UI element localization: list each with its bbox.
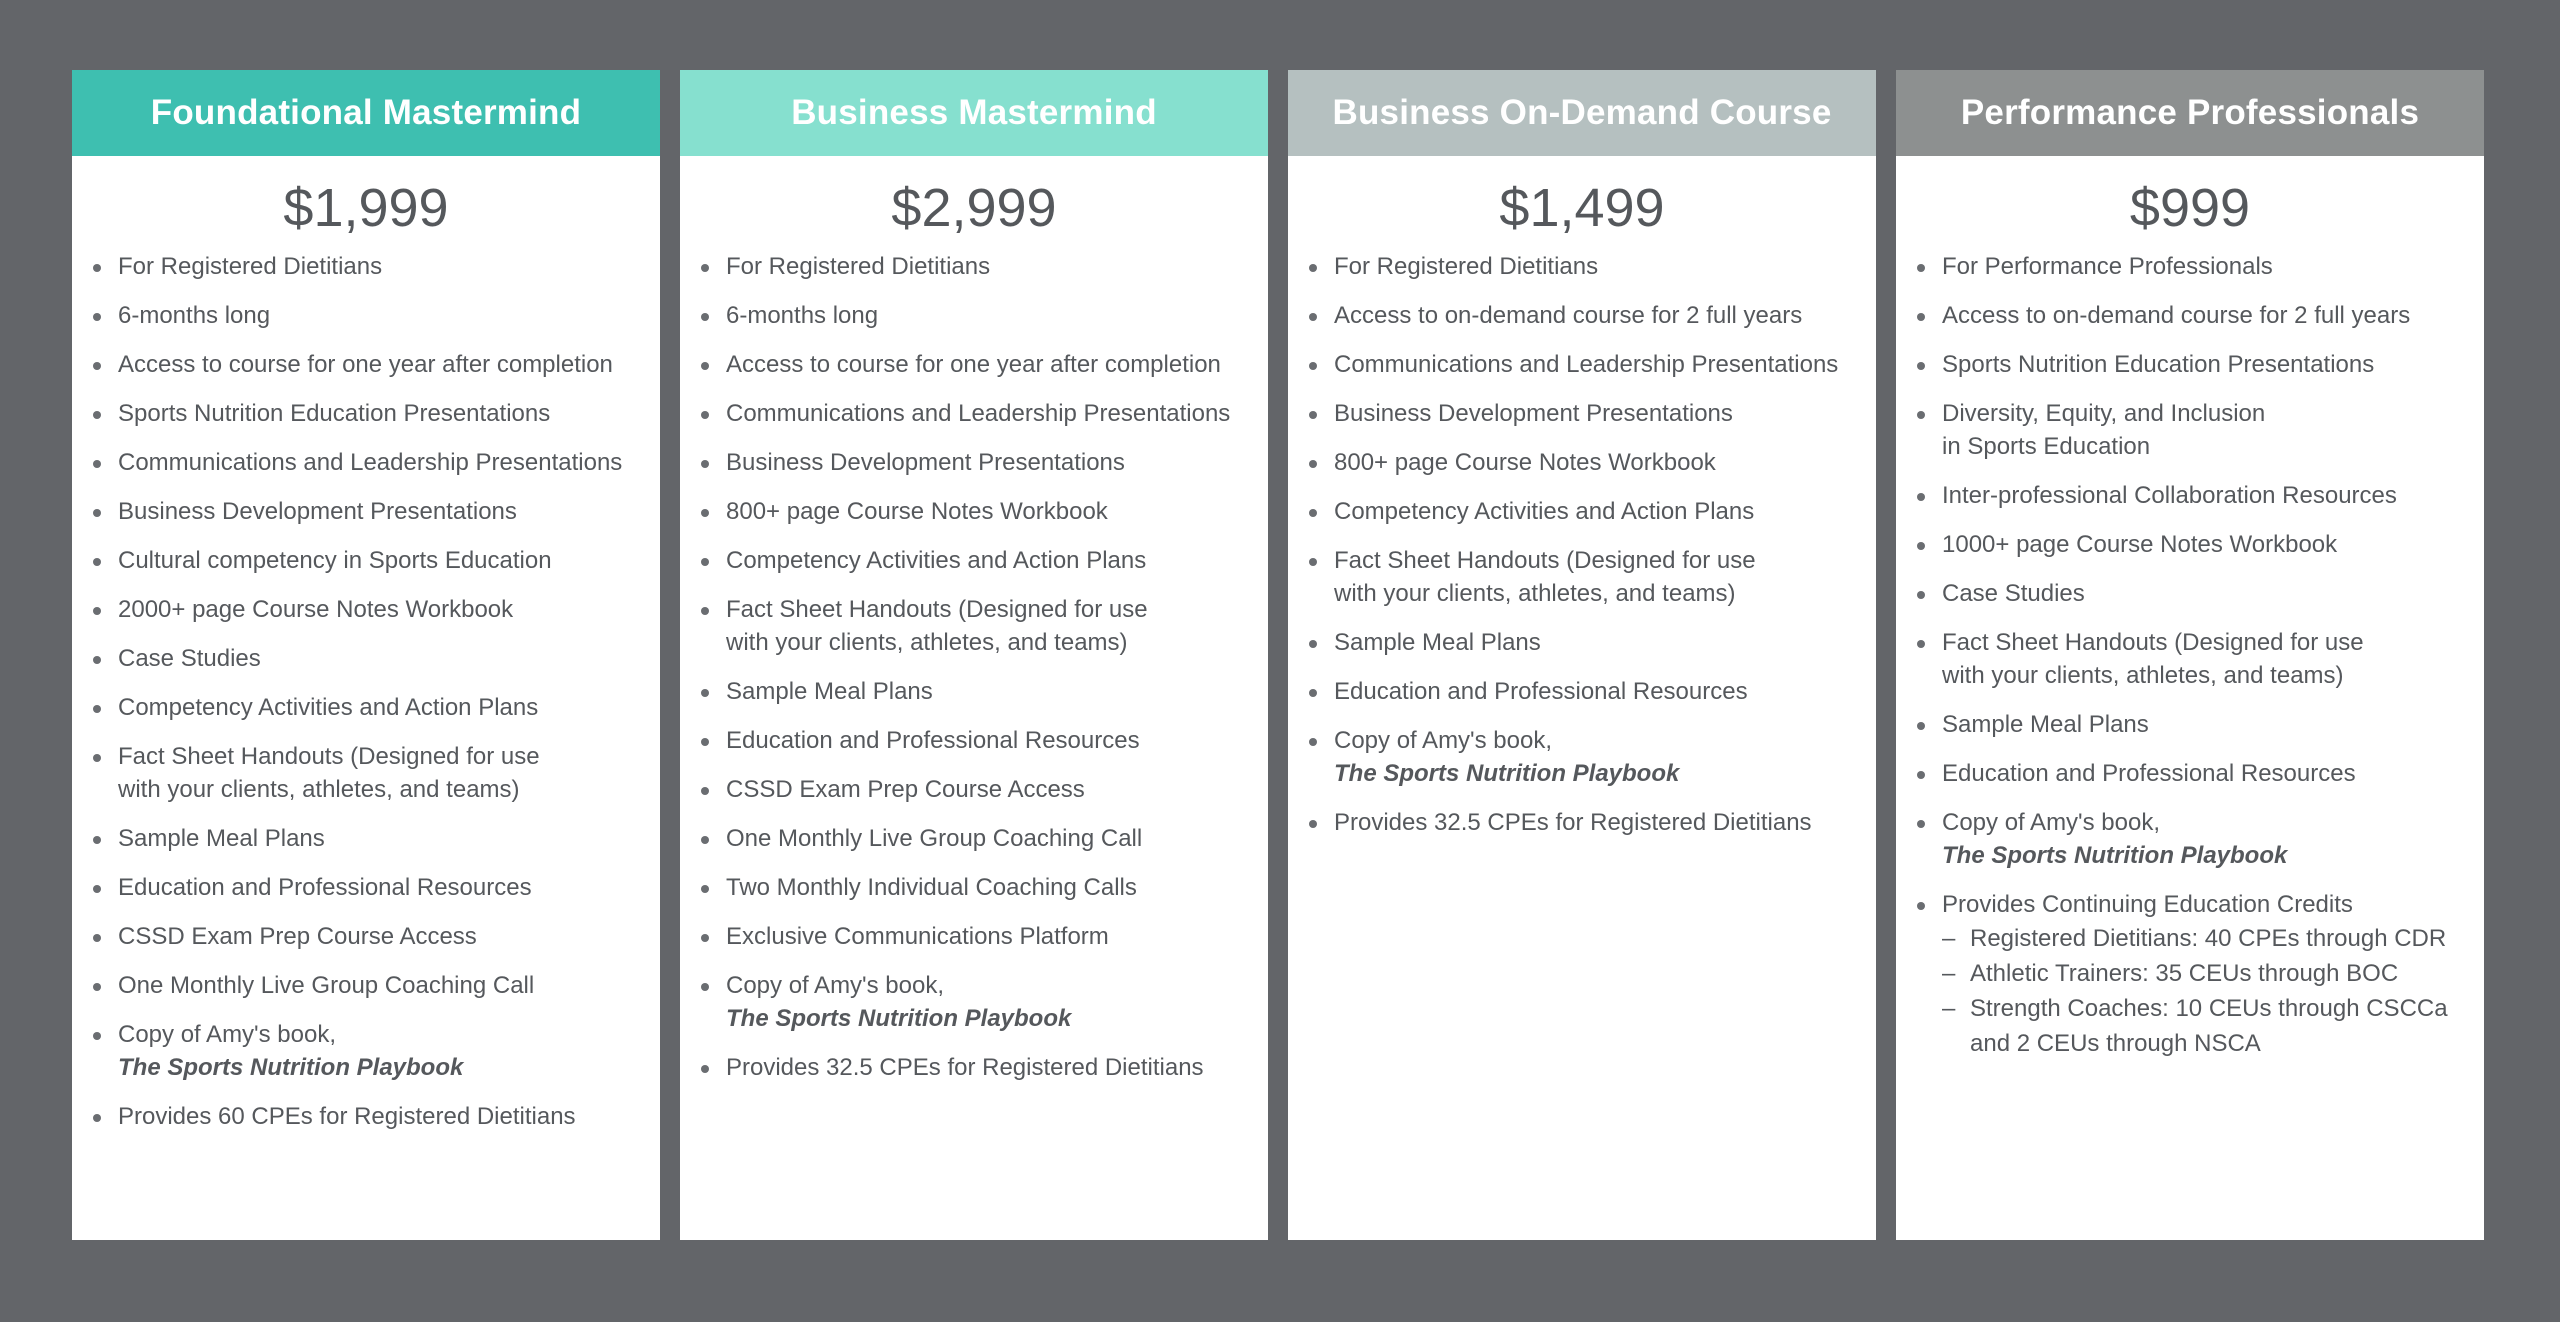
feature-item: Copy of Amy's book, The Sports Nutrition Playbook bbox=[90, 1018, 660, 1084]
feature-item: One Monthly Live Group Coaching Call bbox=[698, 822, 1268, 855]
feature-item: 800+ page Course Notes Workbook bbox=[1306, 446, 1876, 479]
feature-item-continuation: in Sports Education bbox=[1942, 433, 2151, 460]
feature-item: CSSD Exam Prep Course Access bbox=[698, 773, 1268, 806]
feature-item-continuation: with your clients, athletes, and teams) bbox=[726, 629, 1128, 656]
feature-item: Fact Sheet Handouts (Designed for use with your clients, athletes, and teams) bbox=[90, 740, 660, 806]
plan-price: $2,999 bbox=[891, 178, 1057, 238]
feature-item: 800+ page Course Notes Workbook bbox=[698, 495, 1268, 528]
feature-list bbox=[1896, 250, 2484, 1061]
feature-item: Business Development Presentations bbox=[698, 446, 1268, 479]
feature-item: Competency Activities and Action Plans bbox=[1306, 495, 1876, 528]
feature-item: Case Studies bbox=[1914, 577, 2484, 610]
credit-item: – Strength Coaches: 10 CEUs through CSCCa and 2 CEUs through NSCA bbox=[1942, 991, 2484, 1061]
plan-card-business-on-demand-course bbox=[1288, 70, 1876, 1240]
feature-item: Inter-professional Collaboration Resources bbox=[1914, 479, 2484, 512]
feature-item: For Registered Dietitians bbox=[90, 250, 660, 283]
plan-title-header bbox=[72, 70, 660, 156]
plan-title-header bbox=[1896, 70, 2484, 156]
book-title: The Sports Nutrition Playbook bbox=[1942, 842, 2288, 869]
plan-price: $1,999 bbox=[283, 178, 449, 238]
feature-item: Fact Sheet Handouts (Designed for use with your clients, athletes, and teams) bbox=[1914, 626, 2484, 692]
feature-item: Sports Nutrition Education Presentations bbox=[90, 397, 660, 430]
feature-item: For Performance Professionals bbox=[1914, 250, 2484, 283]
feature-item: Communications and Leadership Presentations bbox=[1306, 348, 1876, 381]
feature-item: 1000+ page Course Notes Workbook bbox=[1914, 528, 2484, 561]
feature-item: Provides 32.5 CPEs for Registered Dietitians bbox=[1306, 806, 1876, 839]
credit-item: – Registered Dietitians: 40 CPEs through CDR bbox=[1942, 921, 2484, 956]
feature-item: Sports Nutrition Education Presentations bbox=[1914, 348, 2484, 381]
plan-title: Performance Professionals bbox=[1960, 93, 2420, 132]
feature-item: Access to course for one year after completion bbox=[90, 348, 660, 381]
feature-item: Competency Activities and Action Plans bbox=[698, 544, 1268, 577]
feature-item-continuation: with your clients, athletes, and teams) bbox=[118, 776, 520, 803]
feature-item: Education and Professional Resources bbox=[1306, 675, 1876, 708]
feature-item: Fact Sheet Handouts (Designed for use with your clients, athletes, and teams) bbox=[698, 593, 1268, 659]
plan-price: $1,499 bbox=[1499, 178, 1665, 238]
feature-item: Exclusive Communications Platform bbox=[698, 920, 1268, 953]
feature-item: Provides 32.5 CPEs for Registered Dietitians bbox=[698, 1051, 1268, 1084]
plan-title: Business On-Demand Course bbox=[1332, 93, 1832, 132]
feature-item: Access to course for one year after completion bbox=[698, 348, 1268, 381]
feature-item: 6-months long bbox=[90, 299, 660, 332]
plan-price: $999 bbox=[2129, 178, 2251, 238]
feature-item: Provides Continuing Education Credits – Registered Dietitians: 40 CPEs through CDR – Athletic Trainers: 35 CEUs through BOC – Strength Coaches: 10 CEUs through CSCCa and 2 CEUs through NSCA bbox=[1914, 888, 2484, 1061]
feature-item: For Registered Dietitians bbox=[1306, 250, 1876, 283]
feature-item: Education and Professional Resources bbox=[90, 871, 660, 904]
feature-item: Provides 60 CPEs for Registered Dietitians bbox=[90, 1100, 660, 1133]
feature-item: For Registered Dietitians bbox=[698, 250, 1268, 283]
feature-item: Competency Activities and Action Plans bbox=[90, 691, 660, 724]
book-title: The Sports Nutrition Playbook bbox=[1334, 760, 1680, 787]
feature-item: Case Studies bbox=[90, 642, 660, 675]
feature-item: CSSD Exam Prep Course Access bbox=[90, 920, 660, 953]
feature-item: Education and Professional Resources bbox=[1914, 757, 2484, 790]
feature-item: Business Development Presentations bbox=[90, 495, 660, 528]
plan-card-business-mastermind bbox=[680, 70, 1268, 1240]
book-title: The Sports Nutrition Playbook bbox=[726, 1005, 1072, 1032]
feature-item: Fact Sheet Handouts (Designed for use with your clients, athletes, and teams) bbox=[1306, 544, 1876, 610]
feature-item: 2000+ page Course Notes Workbook bbox=[90, 593, 660, 626]
feature-item: Communications and Leadership Presentations bbox=[698, 397, 1268, 430]
feature-item: Sample Meal Plans bbox=[698, 675, 1268, 708]
feature-item: Access to on-demand course for 2 full years bbox=[1306, 299, 1876, 332]
feature-list bbox=[680, 250, 1268, 1084]
feature-item: 6-months long bbox=[698, 299, 1268, 332]
credits-list bbox=[1942, 921, 2484, 1061]
plan-card-performance-professionals bbox=[1896, 70, 2484, 1240]
plan-title-header bbox=[1288, 70, 1876, 156]
feature-item: Access to on-demand course for 2 full years bbox=[1914, 299, 2484, 332]
plan-title: Foundational Mastermind bbox=[150, 93, 582, 132]
plan-title: Business Mastermind bbox=[791, 93, 1157, 132]
feature-item: One Monthly Live Group Coaching Call bbox=[90, 969, 660, 1002]
feature-item: Business Development Presentations bbox=[1306, 397, 1876, 430]
feature-item: Copy of Amy's book, The Sports Nutrition Playbook bbox=[1914, 806, 2484, 872]
credit-item: – Athletic Trainers: 35 CEUs through BOC bbox=[1942, 956, 2484, 991]
pricing-cards bbox=[72, 70, 2486, 1240]
feature-item: Two Monthly Individual Coaching Calls bbox=[698, 871, 1268, 904]
feature-item: Sample Meal Plans bbox=[1306, 626, 1876, 659]
feature-list bbox=[1288, 250, 1876, 839]
feature-item: Copy of Amy's book, The Sports Nutrition Playbook bbox=[1306, 724, 1876, 790]
plan-card-foundational-mastermind bbox=[72, 70, 660, 1240]
feature-item: Copy of Amy's book, The Sports Nutrition Playbook bbox=[698, 969, 1268, 1035]
feature-item-continuation: with your clients, athletes, and teams) bbox=[1334, 580, 1736, 607]
feature-item: Sample Meal Plans bbox=[1914, 708, 2484, 741]
plan-title-header bbox=[680, 70, 1268, 156]
feature-item: Cultural competency in Sports Education bbox=[90, 544, 660, 577]
feature-item: Sample Meal Plans bbox=[90, 822, 660, 855]
book-title: The Sports Nutrition Playbook bbox=[118, 1054, 464, 1081]
feature-item-continuation: with your clients, athletes, and teams) bbox=[1942, 662, 2344, 689]
feature-item: Diversity, Equity, and Inclusion in Sports Education bbox=[1914, 397, 2484, 463]
credit-item-continuation: and 2 CEUs through NSCA bbox=[1970, 1030, 2261, 1057]
feature-item: Education and Professional Resources bbox=[698, 724, 1268, 757]
feature-item: Communications and Leadership Presentations bbox=[90, 446, 660, 479]
feature-list bbox=[72, 250, 660, 1133]
